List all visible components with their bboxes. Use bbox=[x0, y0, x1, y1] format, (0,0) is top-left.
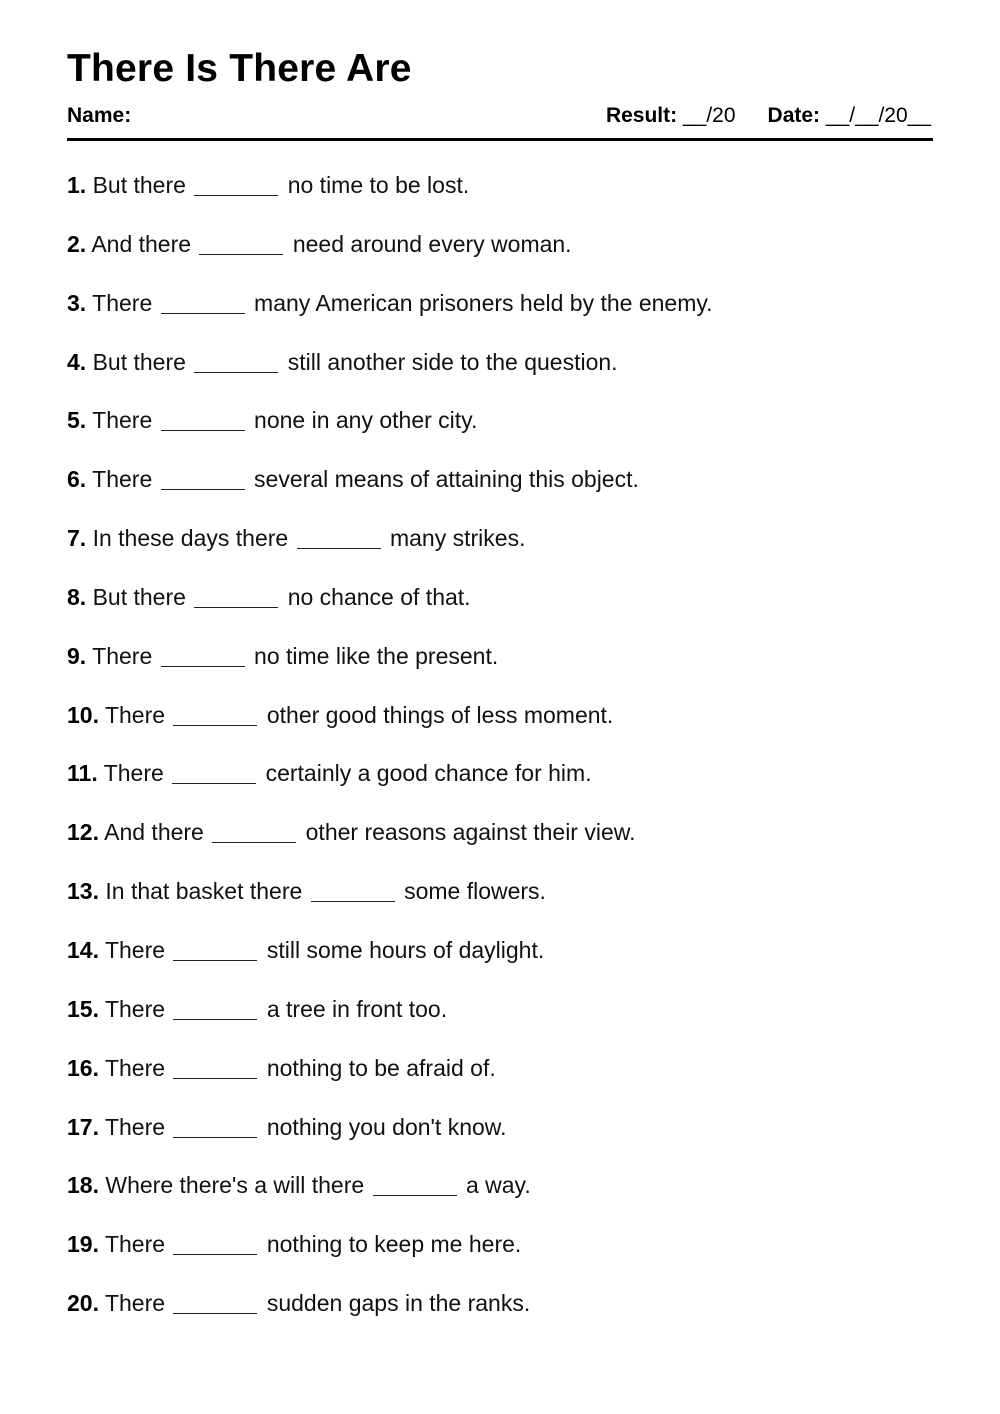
question-number: 15. bbox=[67, 995, 99, 1022]
question-number: 7. bbox=[67, 525, 87, 552]
question-number: 4. bbox=[67, 348, 87, 375]
name-label: Name: bbox=[67, 104, 132, 127]
question-text-after: still another side to the question. bbox=[287, 348, 618, 375]
question-item bbox=[67, 171, 933, 230]
question-item bbox=[67, 583, 933, 642]
answer-blank[interactable] bbox=[173, 1056, 257, 1079]
answer-blank[interactable] bbox=[161, 644, 245, 667]
question-text-after: nothing you don't know. bbox=[266, 1113, 507, 1140]
question-number: 12. bbox=[67, 819, 99, 846]
result-date-group bbox=[606, 103, 931, 129]
question-number: 20. bbox=[67, 1290, 99, 1317]
question-text-before: But there bbox=[92, 348, 186, 375]
result-label: Result: bbox=[605, 104, 678, 127]
question-item bbox=[67, 995, 933, 1054]
question-text-after: certainly a good chance for him. bbox=[265, 760, 592, 787]
question-number: 5. bbox=[67, 407, 87, 434]
question-item bbox=[67, 877, 933, 936]
question-number: 14. bbox=[67, 936, 99, 963]
worksheet-meta-row bbox=[67, 103, 933, 129]
question-item bbox=[67, 818, 933, 877]
question-text-after: no time like the present. bbox=[254, 642, 499, 669]
question-number: 10. bbox=[67, 701, 99, 728]
answer-blank[interactable] bbox=[311, 879, 395, 902]
question-text-before: There bbox=[92, 289, 153, 316]
question-text-after: still some hours of daylight. bbox=[266, 936, 545, 963]
question-item bbox=[67, 1171, 933, 1230]
answer-blank[interactable] bbox=[373, 1173, 457, 1196]
question-text-before: In these days there bbox=[92, 525, 289, 552]
question-text-after: some flowers. bbox=[404, 878, 546, 905]
question-text-after: a way. bbox=[465, 1172, 531, 1199]
question-number: 17. bbox=[67, 1113, 99, 1140]
question-number: 16. bbox=[67, 1054, 99, 1081]
question-text-before: There bbox=[92, 407, 153, 434]
question-list bbox=[67, 171, 933, 1348]
answer-blank[interactable] bbox=[173, 1232, 257, 1255]
question-item bbox=[67, 406, 933, 465]
question-item bbox=[67, 701, 933, 760]
question-text-before: There bbox=[104, 1054, 166, 1081]
question-text-before: Where there's a will there bbox=[105, 1172, 365, 1199]
answer-blank[interactable] bbox=[173, 938, 257, 961]
question-item bbox=[67, 465, 933, 524]
question-text-before: And there bbox=[91, 230, 192, 257]
question-text-before: There bbox=[92, 466, 153, 493]
question-text-after: nothing to keep me here. bbox=[266, 1231, 522, 1258]
question-number: 8. bbox=[67, 583, 87, 610]
answer-blank[interactable] bbox=[173, 997, 257, 1020]
question-number: 3. bbox=[67, 289, 87, 316]
header-divider bbox=[67, 138, 933, 141]
question-number: 2. bbox=[67, 230, 87, 257]
question-text-before: There bbox=[104, 1290, 166, 1317]
worksheet-title: There Is There Are bbox=[67, 47, 412, 90]
question-text-before: There bbox=[104, 1113, 166, 1140]
answer-blank[interactable] bbox=[194, 585, 278, 608]
question-number: 18. bbox=[67, 1172, 99, 1199]
question-text-before: In that basket there bbox=[105, 878, 303, 905]
question-text-after: other good things of less moment. bbox=[266, 701, 614, 728]
answer-blank[interactable] bbox=[172, 761, 256, 784]
question-text-after: sudden gaps in the ranks. bbox=[266, 1290, 531, 1317]
question-text-after: other reasons against their view. bbox=[305, 819, 636, 846]
answer-blank[interactable] bbox=[297, 526, 381, 549]
question-text-after: none in any other city. bbox=[254, 407, 478, 434]
question-text-before: There bbox=[104, 936, 166, 963]
question-item bbox=[67, 936, 933, 995]
question-text-before: But there bbox=[92, 172, 186, 198]
question-item bbox=[67, 642, 933, 701]
answer-blank[interactable] bbox=[173, 703, 257, 726]
answer-blank[interactable] bbox=[194, 350, 278, 373]
answer-blank[interactable] bbox=[194, 173, 278, 196]
answer-blank[interactable] bbox=[212, 820, 296, 843]
question-text-before: There bbox=[104, 1231, 166, 1258]
question-text-after: several means of attaining this object. bbox=[254, 466, 639, 493]
question-item bbox=[67, 1289, 933, 1348]
question-item bbox=[67, 524, 933, 583]
answer-blank[interactable] bbox=[173, 1115, 257, 1138]
question-text-after: a tree in front too. bbox=[266, 995, 448, 1022]
question-text-after: many strikes. bbox=[389, 525, 526, 552]
question-number: 13. bbox=[67, 878, 99, 905]
question-text-before: And there bbox=[104, 819, 204, 846]
answer-blank[interactable] bbox=[173, 1291, 257, 1314]
question-text-before: There bbox=[92, 642, 153, 669]
question-item bbox=[67, 230, 933, 289]
question-item bbox=[67, 1230, 933, 1289]
question-text-before: There bbox=[103, 760, 164, 787]
date-value: __/__/20__ bbox=[825, 104, 931, 127]
question-text-before: But there bbox=[92, 583, 186, 610]
question-text-before: There bbox=[104, 701, 166, 728]
answer-blank[interactable] bbox=[199, 232, 283, 255]
result-value: __/20 bbox=[682, 104, 736, 127]
question-text-after: nothing to be afraid of. bbox=[266, 1054, 496, 1081]
date-label: Date: bbox=[767, 104, 821, 127]
question-text-after: no time to be lost. bbox=[287, 172, 470, 198]
answer-blank[interactable] bbox=[161, 467, 245, 490]
question-item bbox=[67, 289, 933, 348]
question-number: 6. bbox=[67, 466, 87, 493]
question-text-after: no chance of that. bbox=[287, 583, 471, 610]
question-item bbox=[67, 759, 933, 818]
question-number: 9. bbox=[67, 642, 87, 669]
question-item bbox=[67, 1054, 933, 1113]
question-text-after: need around every woman. bbox=[292, 230, 572, 257]
question-number: 11. bbox=[67, 760, 98, 787]
question-text-after: many American prisoners held by the enemy. bbox=[254, 289, 713, 316]
answer-blank[interactable] bbox=[161, 408, 245, 431]
question-item bbox=[67, 348, 933, 407]
question-number: 1. bbox=[67, 172, 87, 198]
question-item bbox=[67, 1113, 933, 1172]
question-text-before: There bbox=[104, 995, 166, 1022]
question-number: 19. bbox=[67, 1231, 99, 1258]
answer-blank[interactable] bbox=[161, 291, 245, 314]
